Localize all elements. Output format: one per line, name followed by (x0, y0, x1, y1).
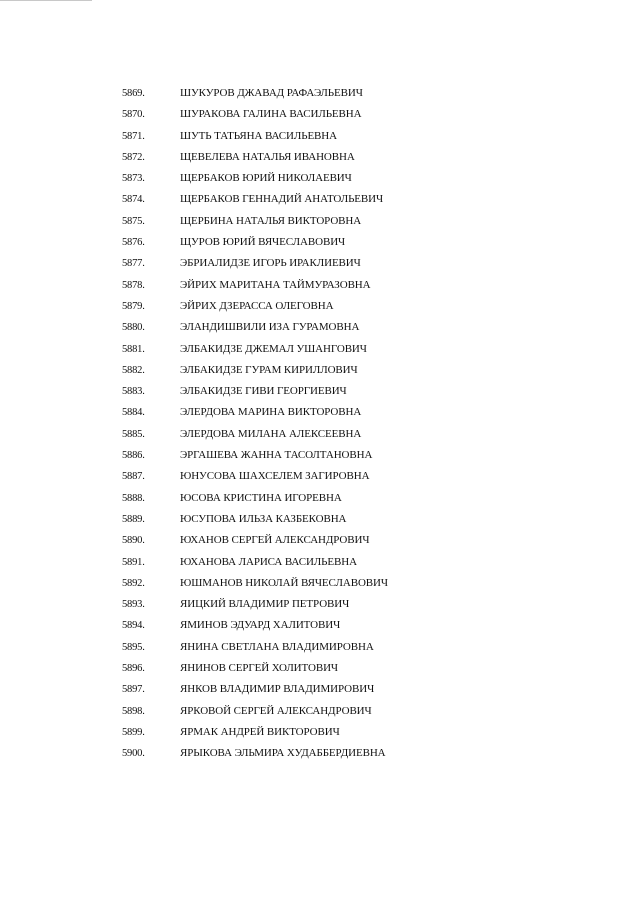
entry-name: ЭЙРИХ МАРИТАНА ТАЙМУРАЗОВНА (180, 278, 371, 291)
list-item (0, 211, 640, 232)
entry-number: 5898. (122, 705, 145, 717)
entry-number: 5891. (122, 556, 145, 568)
entry-name: ЭРГАШЕВА ЖАННА ТАСОЛТАНОВНА (180, 449, 373, 462)
list-item (0, 275, 640, 296)
list-item (0, 658, 640, 679)
entry-name: ЯИЦКИЙ ВЛАДИМИР ПЕТРОВИЧ (180, 598, 350, 611)
entry-name: ЯРКОВОЙ СЕРГЕЙ АЛЕКСАНДРОВИЧ (180, 704, 372, 717)
entry-number: 5875. (122, 215, 145, 227)
entry-name: ШУРАКОВА ГАЛИНА ВАСИЛЬЕВНА (180, 108, 362, 121)
list-item (0, 488, 640, 509)
list-item (0, 509, 640, 530)
list-item (0, 232, 640, 253)
entry-name: ЭЛЕРДОВА МАРИНА ВИКТОРОВНА (180, 406, 362, 419)
entry-name: ЯМИНОВ ЭДУАРД ХАЛИТОВИЧ (180, 619, 341, 632)
entry-name: ЭЛЕРДОВА МИЛАНА АЛЕКСЕЕВНА (180, 427, 362, 440)
entry-number: 5883. (122, 386, 145, 398)
entry-number: 5888. (122, 492, 145, 504)
list-item (0, 168, 640, 189)
list-item (0, 637, 640, 658)
list-item (0, 126, 640, 147)
scan-edge-mark (0, 0, 92, 5)
entry-name: ЭЙРИХ ДЗЕРАССА ОЛЕГОВНА (180, 299, 334, 312)
list-item (0, 594, 640, 615)
entry-name: ЯНИНОВ СЕРГЕЙ ХОЛИТОВИЧ (180, 662, 338, 675)
list-item (0, 722, 640, 743)
entry-number: 5897. (122, 684, 145, 696)
entry-number: 5874. (122, 194, 145, 206)
entry-number: 5879. (122, 300, 145, 312)
name-list (0, 83, 640, 765)
entry-number: 5876. (122, 237, 145, 249)
list-item (0, 615, 640, 636)
entry-number: 5884. (122, 407, 145, 419)
list-item (0, 701, 640, 722)
entry-name: ЭЛБАКИДЗЕ ГУРАМ КИРИЛЛОВИЧ (180, 363, 358, 376)
entry-name: ЮХАНОВА ЛАРИСА ВАСИЛЬЕВНА (180, 555, 357, 568)
entry-name: ЩЕРБАКОВ ГЕННАДИЙ АНАТОЛЬЕВИЧ (180, 193, 384, 206)
entry-number: 5873. (122, 173, 145, 185)
entry-name: ЭБРИАЛИДЗЕ ИГОРЬ ИРАКЛИЕВИЧ (180, 257, 361, 270)
list-item (0, 296, 640, 317)
entry-number: 5890. (122, 535, 145, 547)
entry-number: 5893. (122, 599, 145, 611)
entry-name: ЯРЫКОВА ЭЛЬМИРА ХУДАББЕРДИЕВНА (180, 747, 386, 760)
entry-number: 5877. (122, 258, 145, 270)
entry-name: ЭЛБАКИДЗЕ ДЖЕМАЛ УШАНГОВИЧ (180, 342, 367, 355)
entry-name: ЮСУПОВА ИЛЬЗА КАЗБЕКОВНА (180, 512, 347, 525)
list-item (0, 104, 640, 125)
list-item (0, 83, 640, 104)
entry-name: ЮХАНОВ СЕРГЕЙ АЛЕКСАНДРОВИЧ (180, 534, 370, 547)
list-item (0, 339, 640, 360)
entry-number: 5872. (122, 151, 145, 163)
entry-number: 5894. (122, 620, 145, 632)
entry-number: 5881. (122, 343, 145, 355)
entry-name: ЯНИНА СВЕТЛАНА ВЛАДИМИРОВНА (180, 640, 374, 653)
entry-number: 5880. (122, 322, 145, 334)
list-item (0, 466, 640, 487)
entry-name: ЯНКОВ ВЛАДИМИР ВЛАДИМИРОВИЧ (180, 683, 375, 696)
entry-name: ЭЛБАКИДЗЕ ГИВИ ГЕОРГИЕВИЧ (180, 385, 347, 398)
entry-name: ЩУРОВ ЮРИЙ ВЯЧЕСЛАВОВИЧ (180, 236, 346, 249)
list-item (0, 147, 640, 168)
list-item (0, 552, 640, 573)
list-item (0, 530, 640, 551)
list-item (0, 402, 640, 423)
entry-number: 5896. (122, 663, 145, 675)
list-item (0, 381, 640, 402)
entry-name: ШУТЬ ТАТЬЯНА ВАСИЛЬЕВНА (180, 129, 337, 142)
list-item (0, 743, 640, 764)
entry-name: ЮСОВА КРИСТИНА ИГОРЕВНА (180, 491, 342, 504)
entry-number: 5882. (122, 364, 145, 376)
entry-number: 5892. (122, 577, 145, 589)
entry-name: ЮШМАНОВ НИКОЛАЙ ВЯЧЕСЛАВОВИЧ (180, 576, 388, 589)
entry-name: ЮНУСОВА ШАХСЕЛЕМ ЗАГИРОВНА (180, 470, 370, 483)
entry-name: ШУКУРОВ ДЖАВАД РАФАЭЛЬЕВИЧ (180, 87, 363, 99)
list-item (0, 424, 640, 445)
entry-number: 5870. (122, 109, 145, 121)
list-item (0, 253, 640, 274)
entry-name: ЩЕРБИНА НАТАЛЬЯ ВИКТОРОВНА (180, 214, 362, 227)
list-item (0, 189, 640, 210)
entry-number: 5899. (122, 726, 145, 738)
entry-number: 5871. (122, 130, 145, 142)
entry-name: ЩЕРБАКОВ ЮРИЙ НИКОЛАЕВИЧ (180, 172, 352, 185)
entry-number: 5900. (122, 748, 145, 760)
entry-number: 5878. (122, 279, 145, 291)
entry-number: 5895. (122, 641, 145, 653)
list-item (0, 573, 640, 594)
list-item (0, 679, 640, 700)
list-item (0, 317, 640, 338)
entry-number: 5889. (122, 513, 145, 525)
entry-number: 5869. (122, 88, 145, 99)
entry-name: ЩЕВЕЛЕВА НАТАЛЬЯ ИВАНОВНА (180, 150, 355, 163)
list-item (0, 360, 640, 381)
entry-number: 5886. (122, 450, 145, 462)
list-item (0, 445, 640, 466)
entry-name: ЭЛАНДИШВИЛИ ИЗА ГУРАМОВНА (180, 321, 360, 334)
entry-name: ЯРМАК АНДРЕЙ ВИКТОРОВИЧ (180, 725, 340, 738)
entry-number: 5885. (122, 428, 145, 440)
entry-number: 5887. (122, 471, 145, 483)
